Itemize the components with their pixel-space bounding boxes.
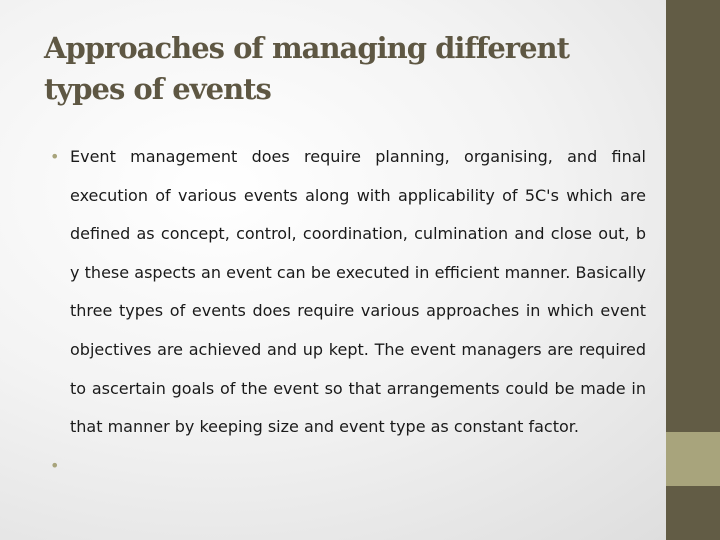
bullet-marker-icon: • [50, 147, 60, 166]
bullet-marker-icon: • [50, 455, 60, 475]
slide-title: Approaches of managing different types of events [44, 31, 570, 106]
bullet-text: Event management does require planning, organising, and final execution of various events along with applicability of 5C's which are defined as concept, control, coordination, culmination and close out, b y these aspects an event can be executed in efficient manner. Basically three types of events does require various approaches in which event objectives are achieved and up kept. The event managers are required to ascertain goals of the event so that arrangements could be made in that manner by keeping size and event type as constant factor. [70, 147, 646, 437]
bullet-item [50, 138, 646, 447]
side-accent-block [666, 432, 720, 486]
bullet-item-empty [50, 447, 646, 483]
bullet-list [50, 138, 646, 483]
